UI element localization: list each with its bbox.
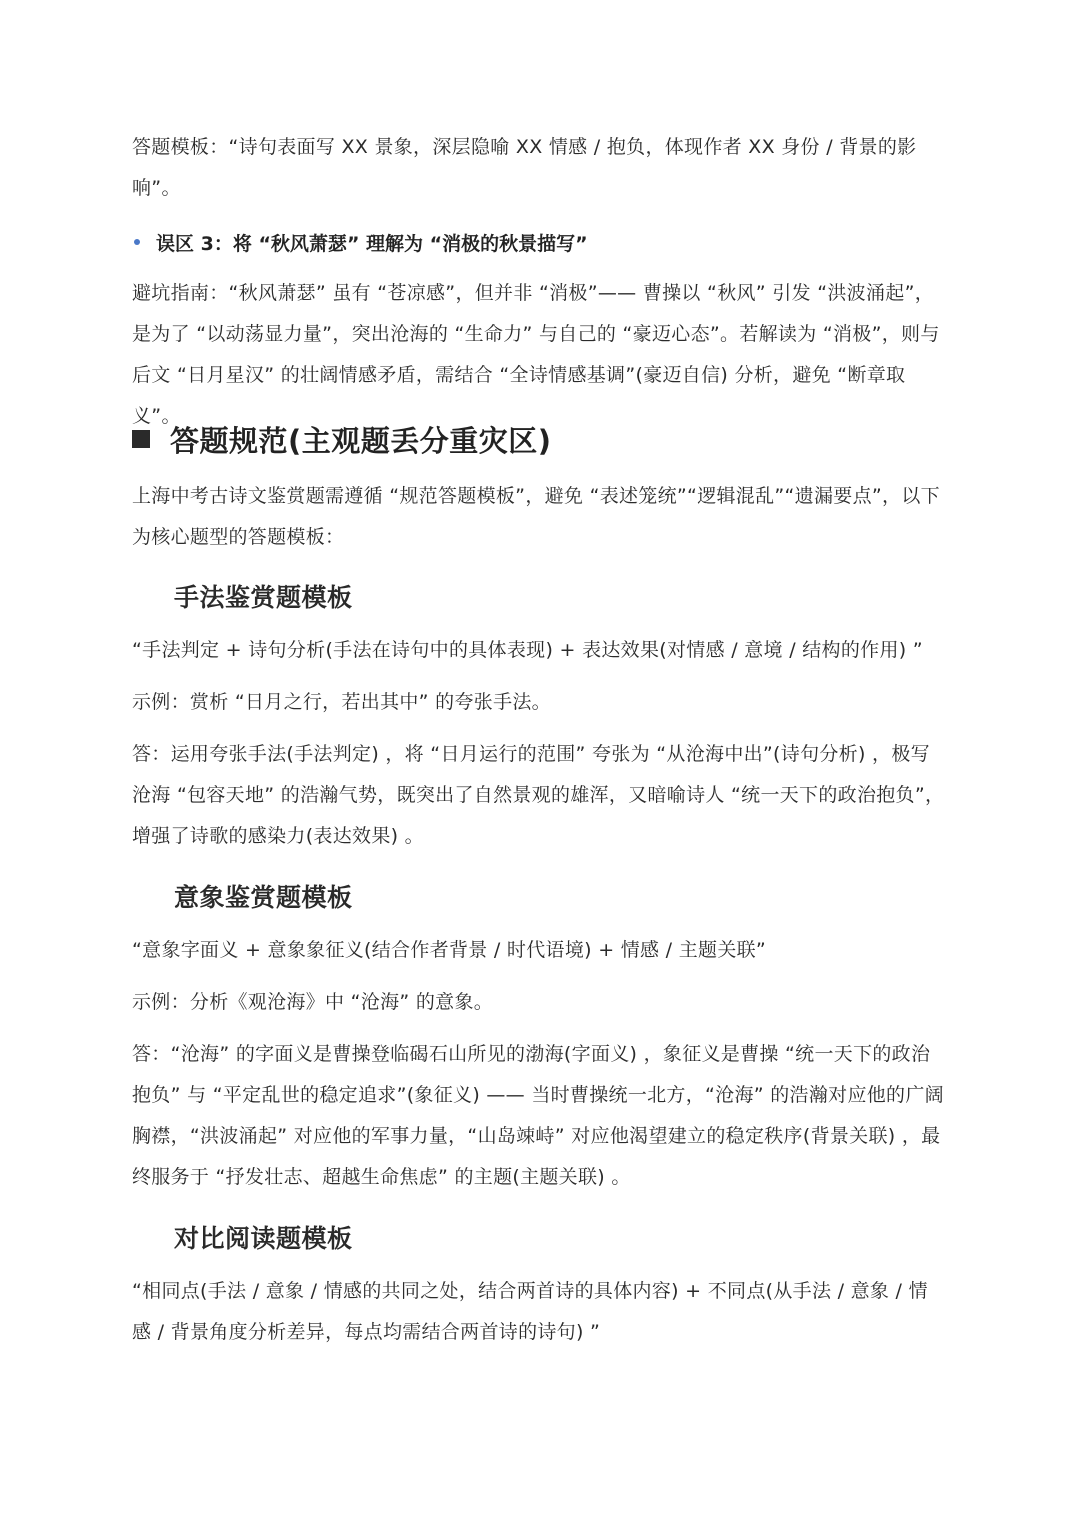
comparison-template-title: 对比阅读题模板 (174, 1224, 353, 1253)
avoid-guide-paragraph: 避坑指南：“秋风萧瑟” 虽有 “苍凉感”，但并非 “消极”—— 曹操以 “秋风” 引发 “洪波涌起”，是为了 “以动荡显力量”，突出沧海的 “生命力” 与自己的 “豪迈心态”。若解读为 “消极”，则与后文 “日月星汉” 的壮阔情感矛盾，需结合 “全诗情感基调”(豪迈自信) 分析，避免 “断章取义”。 (132, 282, 940, 427)
template-paragraph: 答题模板：“诗句表面写 XX 景象，深层隐喻 XX 情感 / 抱负，体现作者 XX 身份 / 背景的影响”。 (132, 136, 917, 199)
imagery-formula: “意象字面义 + 意象象征义(结合作者背景 / 时代语境) + 情感 / 主题关联” (132, 939, 767, 961)
mistake-3-item (134, 225, 934, 259)
intro-paragraph: 上海中考古诗文鉴赏题需遵循 “规范答题模板”，避免 “表述笼统”“逻辑混乱”“遗漏要点”，以下为核心题型的答题模板： (132, 485, 940, 548)
square-bullet-icon (132, 430, 150, 448)
imagery-answer: 答：“沧海” 的字面义是曹操登临碣石山所见的渤海(字面义) ，象征义是曹操 “统一天下的政治抱负” 与 “平定乱世的稳定追求”(象征义) —— 当时曹操统一北方，“沧海” 的浩瀚对应他的广阔胸襟，“洪波涌起” 对应他的军事力量，“山岛竦峙” 对应他渴望建立的稳定秩序(背景关联) ，最终服务于 “抒发壮志、超越生命焦虑” 的主题(主题关联) 。 (132, 1043, 944, 1188)
comparison-formula: “相同点(手法 / 意象 / 情感的共同之处，结合两首诗的具体内容) + 不同点(从手法 / 意象 / 情感 / 背景角度分析差异，每点均需结合两首诗的诗句) ” (132, 1280, 928, 1343)
technique-answer: 答：运用夸张手法(手法判定) ，将 “日月运行的范围” 夸张为 “从沧海中出”(诗句分析) ，极写沧海 “包容天地” 的浩瀚气势，既突出了自然景观的雄浑，又暗喻诗人 “统一天下的政治抱负”，增强了诗歌的感染力(表达效果) 。 (132, 743, 945, 847)
technique-template-title: 手法鉴赏题模板 (174, 583, 353, 612)
technique-formula: “手法判定 + 诗句分析(手法在诗句中的具体表现) + 表达效果(对情感 / 意境 / 结构的作用) ” (132, 639, 923, 661)
bullet-icon (134, 239, 140, 245)
imagery-example: 示例：分析《观沧海》中 “沧海” 的意象。 (132, 991, 494, 1013)
mistake-3-title: 误区 3：将 “秋风萧瑟” 理解为 “消极的秋景描写” (156, 232, 588, 255)
technique-example: 示例：赏析 “日月之行，若出其中” 的夸张手法。 (132, 691, 551, 713)
section-heading (132, 414, 552, 464)
imagery-template-title: 意象鉴赏题模板 (174, 883, 353, 912)
section-heading-text: 答题规范(主观题丢分重灾区) (170, 423, 552, 458)
